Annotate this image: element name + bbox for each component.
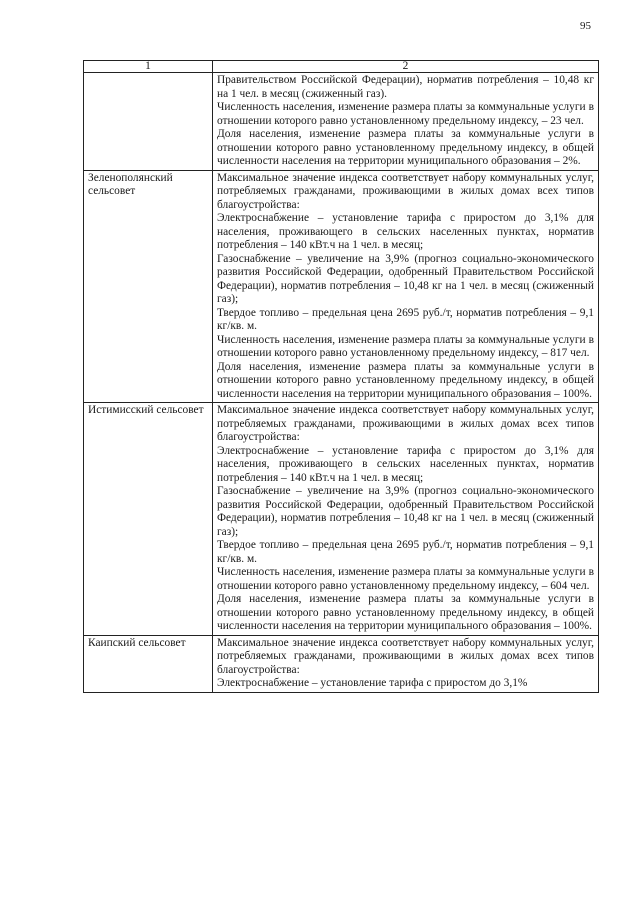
description-paragraph: Максимальное значение индекса соответствует набору коммунальных услуг, потребляемых гражданами, проживающими в жилых домах всех типов благоустройства: xyxy=(217,404,594,443)
description-paragraph: Доля населения, изменение размера платы за коммунальные услуги в отношении которого равно установленному предельному индексу, в общей численности населения на территории муниципального образования – 2%. xyxy=(217,128,594,167)
description-paragraph: Численность населения, изменение размера платы за коммунальные услуги в отношении которого равно установленному предельному индексу, – 604 чел. xyxy=(217,566,594,592)
column-header-2: 2 xyxy=(213,61,599,73)
description-paragraph: Электроснабжение – установление тарифа с приростом до 3,1% xyxy=(217,677,528,689)
description-paragraph: Газоснабжение – увеличение на 3,9% (прогноз социально-экономического развития Российской Федерации, одобренный Правительством Российской Федерации), норматив потребления – 10,48 кг на 1 чел. в месяц (сжиженный газ); xyxy=(217,252,594,305)
indicator-description xyxy=(213,170,599,403)
description-paragraph: Газоснабжение – увеличение на 3,9% (прогноз социально-экономического развития Российской Федерации, одобренный Правительством Российской Федерации), норматив потребления – 10,48 кг на 1 чел. в месяц (сжиженный газ); xyxy=(217,485,594,538)
description-paragraph: Максимальное значение индекса соответствует набору коммунальных услуг, потребляемых гражданами, проживающими в жилых домах всех типов благоустройства: xyxy=(217,171,594,211)
indicator-description xyxy=(213,635,599,692)
description-paragraph: Электроснабжение – установление тарифа с приростом до 3,1% для населения, проживающего в сельских населенных пунктах, норматив потребления – 140 кВт.ч на 1 чел. в месяц; xyxy=(217,444,594,484)
column-header-1: 1 xyxy=(84,61,213,73)
table-row xyxy=(84,73,599,171)
indicator-description xyxy=(213,403,599,636)
page-number: 95 xyxy=(580,20,591,32)
description-paragraph: Доля населения, изменение размера платы за коммунальные услуги в отношении которого равно установленному предельному индексу, в общей численности населения на территории муниципального образования – 100%. xyxy=(217,360,594,400)
table-row xyxy=(84,635,599,692)
indicator-description xyxy=(213,73,599,171)
table-row xyxy=(84,403,599,636)
description-paragraph: Твердое топливо – предельная цена 2695 руб./т, норматив потребления – 9,1 кг/кв. м. xyxy=(217,539,594,565)
description-paragraph: Доля населения, изменение размера платы за коммунальные услуги в отношении которого равно установленному предельному индексу, в общей численности населения на территории муниципального образования – 100%. xyxy=(217,593,594,632)
description-paragraph: Численность населения, изменение размера платы за коммунальные услуги в отношении которого равно установленному предельному индексу, – 23 чел. xyxy=(217,101,594,127)
description-paragraph: Правительством Российской Федерации), норматив потребления – 10,48 кг на 1 чел. в месяц (сжиженный газ). xyxy=(217,74,594,100)
description-paragraph: Максимальное значение индекса соответствует набору коммунальных услуг, потребляемых гражданами, проживающими в жилых домах всех типов благоустройства: xyxy=(217,636,594,676)
municipality-name: Зеленополянский сельсовет xyxy=(84,170,213,403)
municipality-name: Истимисский сельсовет xyxy=(84,403,213,636)
description-paragraph: Численность населения, изменение размера платы за коммунальные услуги в отношении которого равно установленному предельному индексу, – 817 чел. xyxy=(217,333,594,359)
document-table xyxy=(83,60,599,693)
municipality-name: Каипский сельсовет xyxy=(84,635,213,692)
table-header-row xyxy=(84,61,599,73)
table-body xyxy=(84,73,599,693)
municipality-name xyxy=(84,73,213,171)
table-row xyxy=(84,170,599,403)
description-paragraph: Твердое топливо – предельная цена 2695 руб./т, норматив потребления – 9,1 кг/кв. м. xyxy=(217,306,594,332)
description-paragraph: Электроснабжение – установление тарифа с приростом до 3,1% для населения, проживающего в сельских населенных пунктах, норматив потребления – 140 кВт.ч на 1 чел. в месяц; xyxy=(217,212,594,251)
